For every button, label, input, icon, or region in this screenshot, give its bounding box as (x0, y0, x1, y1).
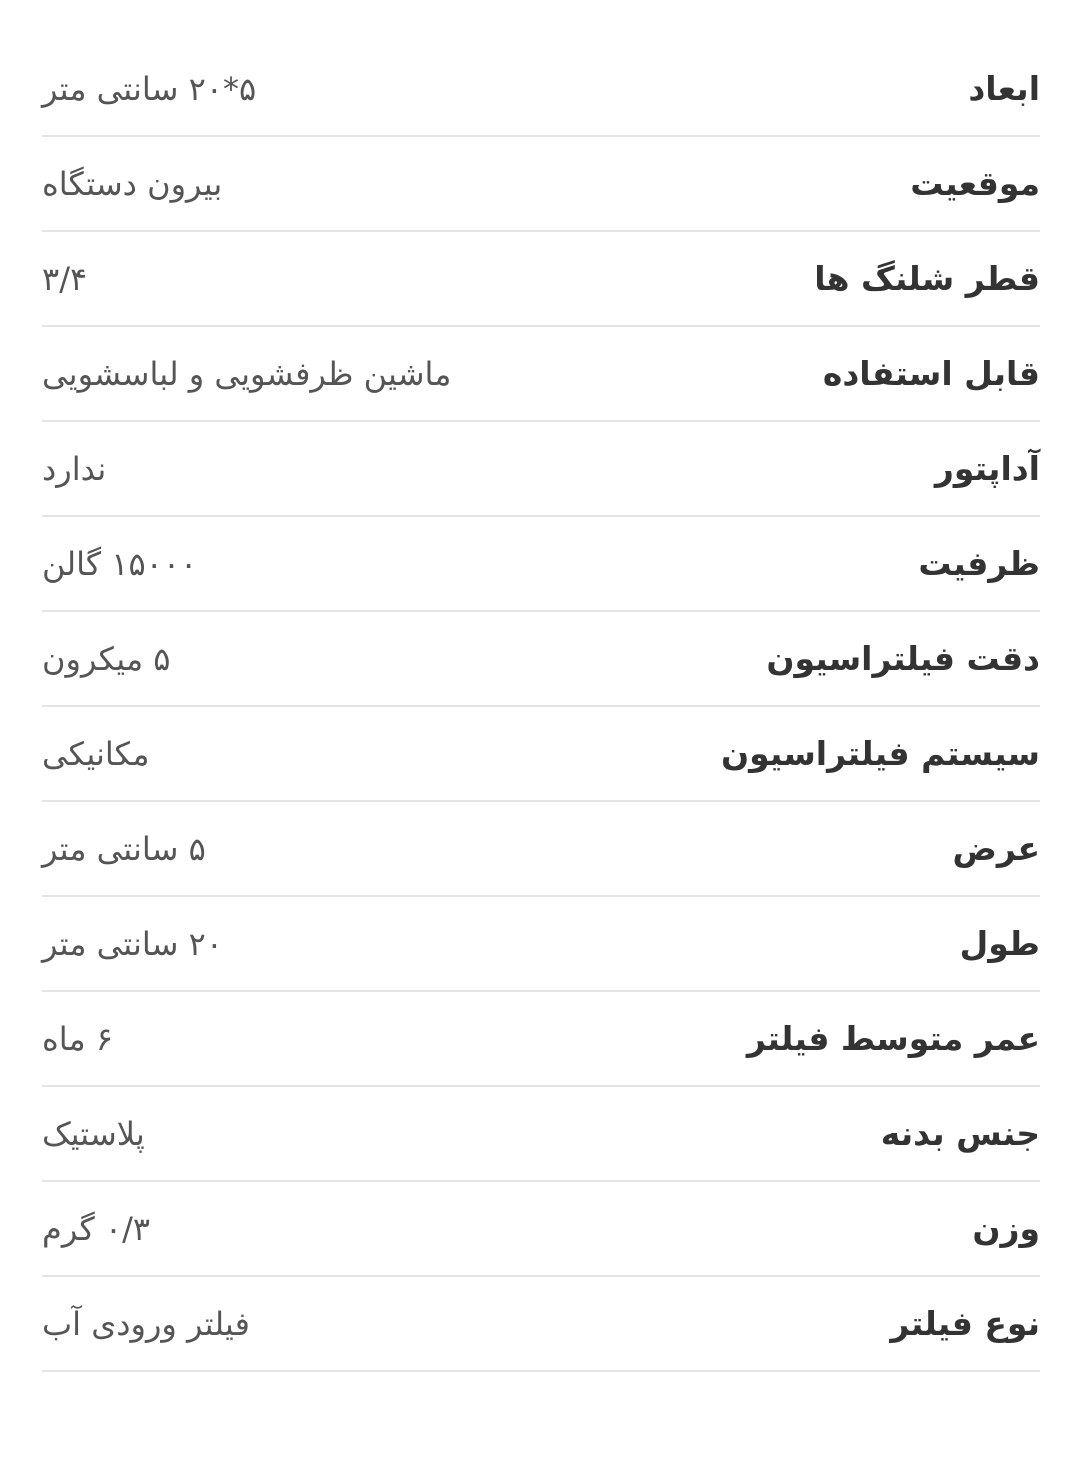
spec-row-length (42, 897, 1040, 992)
spec-label: دقت فیلتراسیون (766, 639, 1040, 678)
spec-value: فیلتر ورودی آب (42, 1304, 250, 1343)
spec-value: ۲۰ سانتی متر (42, 924, 223, 963)
spec-label: عرض (952, 829, 1040, 868)
spec-row-filtration-system (42, 707, 1040, 802)
spec-row-capacity (42, 517, 1040, 612)
spec-label: سیستم فیلتراسیون (721, 734, 1040, 773)
spec-value: ۵*۲۰ سانتی متر (42, 69, 257, 108)
spec-label: جنس بدنه (880, 1114, 1040, 1153)
spec-value: ۵ میکرون (42, 639, 171, 678)
spec-row-usable-for (42, 327, 1040, 422)
spec-value: مکانیکی (42, 734, 150, 773)
spec-row-dimensions (42, 42, 1040, 137)
spec-value: ماشین ظرفشویی و لباسشویی (42, 354, 452, 393)
spec-value: ۱۵۰۰۰ گالن (42, 544, 198, 583)
spec-label: قابل استفاده (822, 354, 1040, 393)
spec-row-position (42, 137, 1040, 232)
spec-label: نوع فیلتر (890, 1304, 1040, 1343)
spec-label: موقعیت (910, 164, 1040, 203)
spec-value: پلاستیک (42, 1114, 145, 1153)
spec-row-filter-lifetime (42, 992, 1040, 1087)
spec-value: ۵ سانتی متر (42, 829, 206, 868)
spec-row-filter-type (42, 1277, 1040, 1372)
spec-row-filtration-accuracy (42, 612, 1040, 707)
spec-row-hose-diameter (42, 232, 1040, 327)
spec-row-width (42, 802, 1040, 897)
spec-label: ظرفیت (918, 544, 1040, 583)
specifications-list (42, 42, 1040, 1372)
spec-label: طول (959, 924, 1040, 963)
spec-row-body-material (42, 1087, 1040, 1182)
spec-value: ۶ ماه (42, 1019, 114, 1058)
spec-label: آداپتور (934, 449, 1040, 488)
spec-label: عمر متوسط فیلتر (746, 1019, 1040, 1058)
spec-row-weight (42, 1182, 1040, 1277)
spec-row-adapter (42, 422, 1040, 517)
spec-value: ندارد (42, 449, 107, 488)
spec-label: ابعاد (968, 69, 1040, 108)
spec-value: ۰/۳ گرم (42, 1209, 151, 1248)
spec-value: بیرون دستگاه (42, 164, 223, 203)
spec-value: ۳/۴ (42, 259, 88, 298)
spec-label: قطر شلنگ ها (814, 259, 1040, 298)
spec-label: وزن (972, 1209, 1040, 1248)
